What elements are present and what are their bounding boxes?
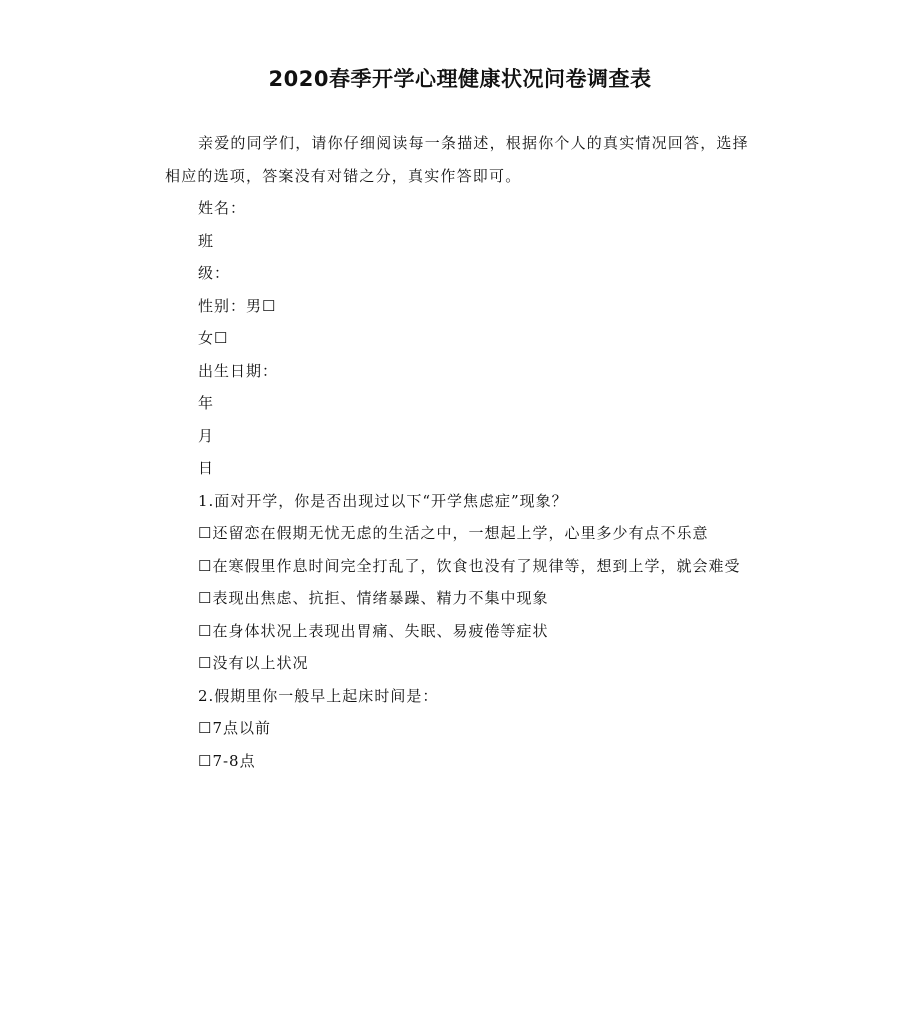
question-2-option-2: ☐7-8点 xyxy=(198,751,256,770)
intro-paragraph: 亲爱的同学们，请你仔细阅读每一条描述，根据你个人的真实情况回答，选择相应的选项，答案没有对错之分，真实作答即可。 xyxy=(165,134,749,185)
class-field-label-part1: 班 xyxy=(198,231,215,250)
birth-date-label: 出生日期： xyxy=(198,361,279,380)
class-field-label-part2: 级： xyxy=(198,264,231,282)
question-1-option-5: ☐没有以上状况 xyxy=(198,654,309,672)
question-1-option-1: ☐还留恋在假期无忧无虑的生活之中，一想起上学，心里多少有点不乐意 xyxy=(198,524,709,542)
name-field-label: 姓名： xyxy=(198,199,247,217)
question-1-option-2: ☐在寒假里作息时间完全打乱了，饮食也没有了规律等，想到上学，就会难受 xyxy=(198,556,741,575)
gender-female-option: 女☐ xyxy=(198,329,229,347)
birth-month-label: 月 xyxy=(198,426,215,445)
question-2-option-1: ☐7点以前 xyxy=(198,719,271,737)
question-1-option-4: ☐在身体状况上表现出胃痛、失眠、易疲倦等症状 xyxy=(198,621,549,640)
question-1-text: 1.面对开学，你是否出现过以下“开学焦虑症”现象？ xyxy=(198,491,568,510)
document-title: 2020春季开学心理健康状况问卷调查表 xyxy=(268,67,652,91)
birth-year-label: 年 xyxy=(198,394,215,412)
document-body xyxy=(165,127,760,777)
birth-day-label: 日 xyxy=(198,459,215,477)
question-1-option-3: ☐表现出焦虑、抗拒、情绪暴躁、精力不集中现象 xyxy=(198,589,549,607)
question-2-text: 2.假期里你一般早上起床时间是： xyxy=(198,686,439,705)
gender-male-option: 性别：男☐ xyxy=(198,296,277,315)
